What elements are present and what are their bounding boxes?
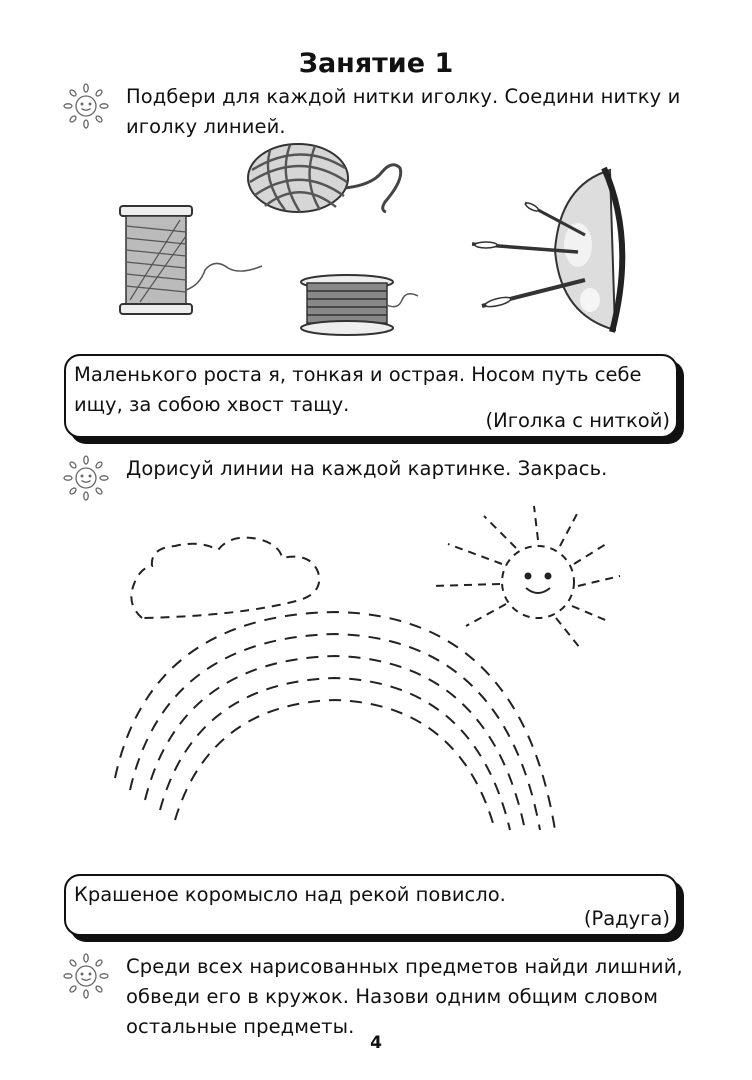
task-1 (62, 82, 702, 142)
sun-dashed-icon[interactable] (432, 506, 620, 648)
rainbow-dashed-icon[interactable] (115, 612, 555, 830)
riddle-text: Крашеное коромысло над рекой повисло. (74, 883, 506, 906)
task-instruction: Дорисуй линии на каждой картинке. Закрась. (126, 457, 608, 480)
task-2 (62, 454, 702, 502)
sun-icon (62, 952, 110, 1000)
sun-icon (62, 454, 110, 502)
spool-tall-icon[interactable] (120, 206, 262, 314)
riddle-answer: (Радуга) (583, 907, 670, 930)
threads-illustration (0, 140, 752, 350)
task-3 (62, 952, 702, 1042)
spool-flat-icon[interactable] (301, 275, 418, 335)
riddle-box (64, 874, 678, 936)
task-instruction: Среди всех нарисованных предметов найди лишний, обведи его в кружок. Назови одним общим словом остальные предметы. (126, 955, 683, 1038)
tracing-illustration (0, 500, 752, 860)
task-instruction: Подбери для каждой нитки иголку. Соедини нитку и иголку линией. (126, 85, 681, 138)
yarn-ball-icon[interactable] (248, 144, 401, 212)
page-title: Занятие 1 (298, 48, 454, 79)
riddle-box (64, 354, 678, 438)
sun-icon (62, 82, 110, 130)
riddle-answer: (Иголка с ниткой) (485, 409, 670, 432)
page-number: 4 (370, 1033, 382, 1053)
cloud-dashed-icon[interactable] (131, 538, 319, 618)
riddle-text: Маленького роста я, тонкая и острая. Носом путь себе ищу, за собою хвост тащу. (74, 363, 642, 416)
